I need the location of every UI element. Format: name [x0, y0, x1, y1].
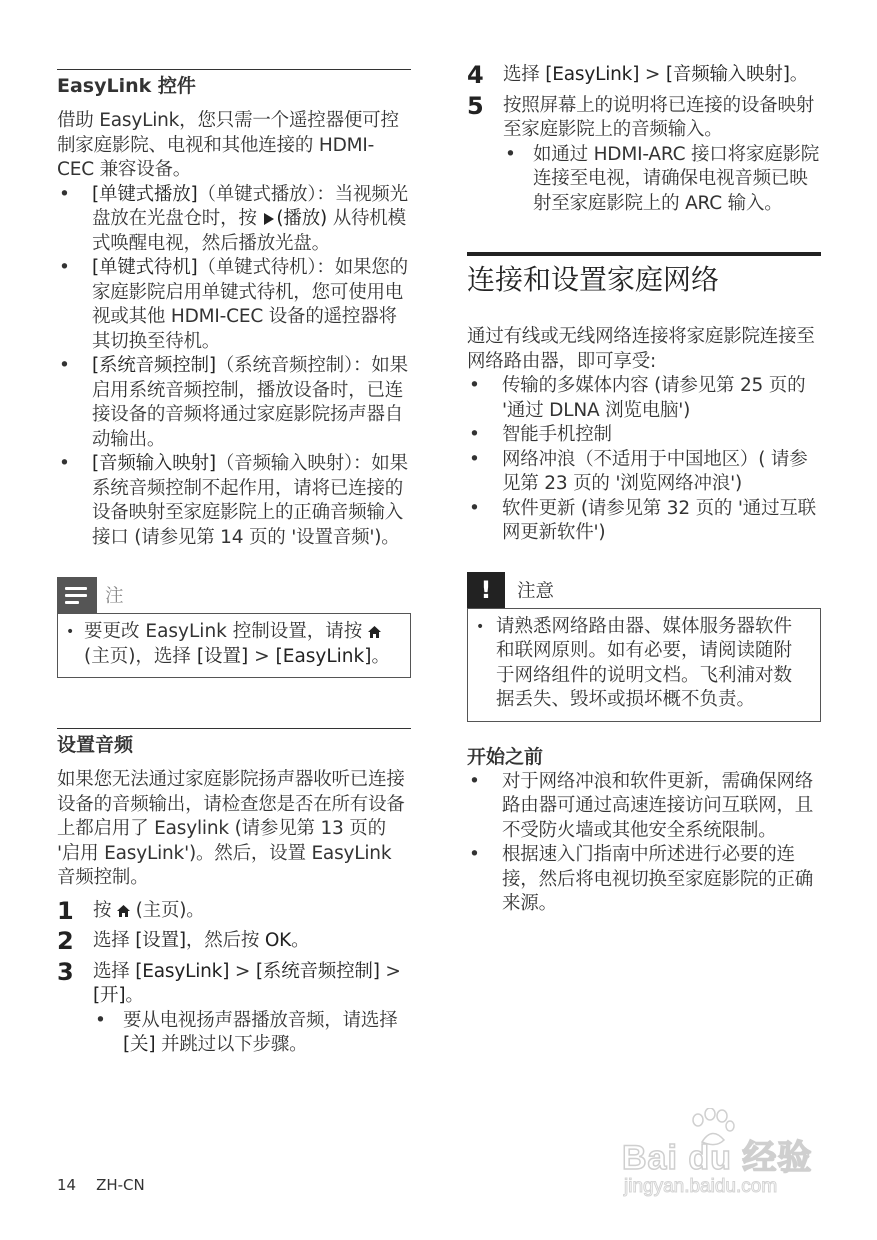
caution-item: • 请熟悉网络路由器、媒体服务器软件和联网原则。如有必要，请阅读随附于网络组件的说明文档。飞利浦对数据丢失、毁坏或损坏概不负责。	[476, 615, 793, 710]
step-item: 1 按 (主页)。	[57, 896, 205, 925]
home-icon	[368, 621, 381, 633]
list-item: • 根据速入门指南中所述进行必要的连接，然后将电视切换至家庭影院的正确来源。	[469, 844, 814, 914]
section-rule	[57, 728, 411, 729]
step-item: 2 选择 [设置]，然后按 OK。	[57, 927, 310, 955]
audio-steps	[57, 896, 411, 1009]
before-heading: 开始之前	[467, 745, 544, 768]
list-item: • [系统音频控制]（系统音频控制）：如果启用系统音频控制，播放设备时，已连接设备的音频将通过家庭影院扬声器自动输出。	[59, 355, 408, 450]
note-box	[57, 613, 411, 678]
easylink-heading: EasyLink 控件	[57, 75, 196, 97]
section-rule	[57, 69, 411, 70]
step-item: 5 按照屏幕上的说明将已连接的设备映射至家庭影院上的音频输入。	[467, 91, 815, 140]
section-rule	[467, 252, 821, 256]
list-item: • [单键式待机]（单键式待机）：如果您的家庭影院启用单键式待机，您可使用电视或其他 HDMI-CEC 设备的遥控器将其切换至待机。	[59, 257, 408, 352]
home-icon	[117, 900, 130, 912]
audio-steps-cont	[467, 63, 821, 143]
note-label: 注	[105, 586, 124, 607]
watermark-logo: Bai du 经验	[622, 1139, 813, 1177]
note-icon	[57, 577, 97, 613]
easylink-list	[57, 183, 411, 551]
network-intro: 通过有线或无线网络连接将家庭影院连接至网络路由器，即可享受:	[467, 326, 815, 372]
list-item: • [单键式播放]（单键式播放）：当视频光盘放在光盘仓时，按 (播放) 从待机模式唤醒电视，然后播放光盘。	[59, 183, 408, 254]
caution-label: 注意	[517, 580, 555, 602]
network-list	[467, 374, 821, 546]
note-item: • 要更改 EasyLink 控制设置，请按 (主页)，选择 [设置] > [EasyLink]。	[66, 621, 390, 667]
list-item: • 传输的多媒体内容 (请参见第 25 页的 '通过 DLNA 浏览电脑')	[469, 375, 806, 421]
list-item: • 要从电视扬声器播放音频，请选择 [关] 并跳过以下步骤。	[95, 1009, 398, 1055]
exclamation-icon: !	[467, 572, 505, 608]
audio-heading: 设置音频	[57, 734, 134, 756]
caution-box	[467, 608, 821, 722]
before-list	[467, 770, 821, 917]
note-block	[57, 577, 411, 678]
step-item: 3 选择 [EasyLink] > [系统音频控制] >[开]。	[57, 957, 401, 1006]
play-icon	[264, 213, 274, 225]
steps-sub-list	[503, 143, 821, 217]
list-item: • 软件更新 (请参见第 32 页的 '通过互联网更新软件')	[469, 497, 816, 543]
language-code: ZH-CN	[96, 1176, 145, 1194]
list-item: • [音频输入映射]（音频输入映射）：如果系统音频控制不起作用，请将已连接的设备映射至家庭影院上的正确音频输入接口 (请参见第 14 页的 '设置音频')。	[59, 453, 408, 548]
caution-header	[467, 572, 821, 608]
page-number: 14	[57, 1176, 77, 1194]
list-item: • 对于网络冲浪和软件更新，需确保网络路由器可通过高速连接访问互联网，且不受防火墙或其他安全系统限制。	[469, 770, 814, 841]
watermark-url: jingyan.baidu.com	[624, 1176, 778, 1197]
note-header	[57, 577, 411, 613]
left-column	[57, 0, 411, 1058]
audio-intro: 如果您无法通过家庭影院扬声器收听已连接设备的音频输出，请检查您是否在所有设备上都启用了 Easylink (请参见第 13 页的 '启用 EasyLink')。然后，设置 EasyLink 音频控制。	[57, 769, 405, 888]
right-column	[467, 0, 821, 917]
baidu-watermark	[622, 1108, 822, 1208]
list-item: • 如通过 HDMI-ARC 接口将家庭影院连接至电视，请确保电视音频已映射至家庭影院上的 ARC 输入。	[505, 143, 820, 214]
page-footer	[57, 1176, 165, 1194]
list-item: • 智能手机控制	[469, 424, 612, 445]
network-title: 连接和设置家庭网络	[467, 263, 720, 296]
step-item: 4 选择 [EasyLink] > [音频输入映射]。	[467, 61, 809, 89]
audio-sub-list	[93, 1009, 411, 1058]
list-item: • 网络冲浪（不适用于中国地区）( 请参见第 23 页的 '浏览网络冲浪')	[469, 448, 808, 494]
easylink-intro: 借助 EasyLink，您只需一个遥控器便可控制家庭影院、电视和其他连接的 HDMI-CEC 兼容设备。	[57, 110, 399, 180]
caution-block	[467, 572, 821, 722]
